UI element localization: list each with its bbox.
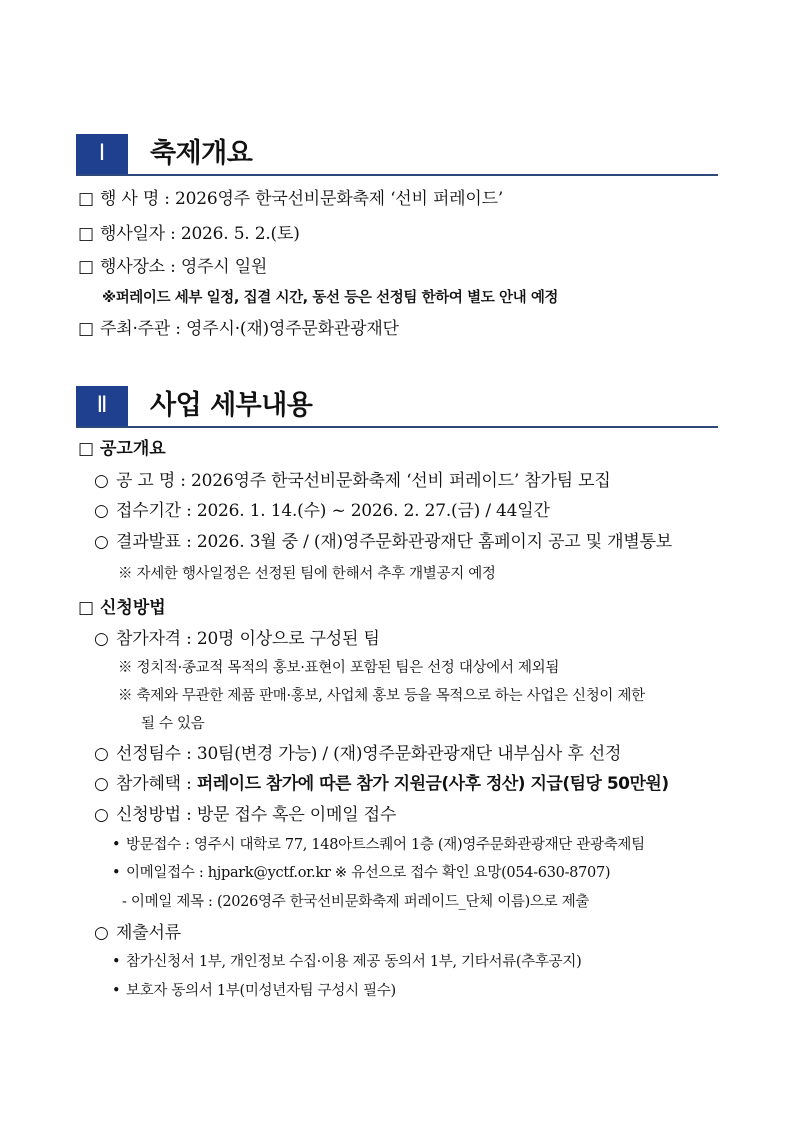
docs-line: ○ 제출서류 xyxy=(94,923,181,943)
exclusion-note: ※ 정치적·종교적 목적의 홍보·표현이 포함된 팀은 선정 대상에서 제외됨 xyxy=(118,660,560,676)
schedule-note: ※ 자세한 행사일정은 선정된 팀에 한해서 추후 개별공지 예정 xyxy=(118,566,496,582)
host-line: □ 주최·주관 : 영주시·(재)영주문화관광재단 xyxy=(78,319,399,339)
section-1-title: 축제개요 xyxy=(150,138,253,169)
section-2-title: 사업 세부내용 xyxy=(150,390,313,421)
section-2-number: Ⅱ xyxy=(76,386,128,426)
parade-schedule-note: ※퍼레이드 세부 일정, 집결 시간, 동선 등은 선정팀 한하여 별도 안내 예정 xyxy=(102,290,559,306)
selected-teams-line: ○ 선정팀수 : 30팀(변경 가능) / (재)영주문화관광재단 내부심사 후 선정 xyxy=(94,744,622,764)
email-subject-line: - 이메일 제목 : (2026영주 한국선비문화축제 퍼레이드_단체 이름)으로 제출 xyxy=(122,894,590,910)
benefit-line: ○ 참가혜택 : 퍼레이드 참가에 따른 참가 지원금(사후 정산) 지급(팀당 50만원) xyxy=(94,774,669,794)
method-line: ○ 신청방법 : 방문 접수 혹은 이메일 접수 xyxy=(94,805,397,825)
announce-name-line: ○ 공 고 명 : 2026영주 한국선비문화축제 ‘선비 퍼레이드’ 참가팀 모집 xyxy=(94,471,611,491)
doc-item: • 참가신청서 1부, 개인정보 수집·이용 제공 동의서 1부, 기타서류(추후공지) xyxy=(112,954,582,970)
result-announce-line: ○ 결과발표 : 2026. 3월 중 / (재)영주문화관광재단 홈페이지 공고 및 개별통보 xyxy=(94,532,673,552)
apply-subheading: □ 신청방법 xyxy=(78,598,166,618)
section-2-header xyxy=(76,386,718,428)
announce-subheading: □ 공고개요 xyxy=(78,439,166,459)
event-name-line: □ 행 사 명 : 2026영주 한국선비문화축제 ‘선비 퍼레이드’ xyxy=(78,189,504,209)
event-place-line: □ 행사장소 : 영주시 일원 xyxy=(78,257,268,277)
reception-period-line: ○ 접수기간 : 2026. 1. 14.(수) ~ 2026. 2. 27.(금) / 44일간 xyxy=(94,501,550,521)
benefit-detail: 퍼레이드 참가에 따른 참가 지원금(사후 정산) 지급(팀당 50만원) xyxy=(196,774,669,794)
email-line: • 이메일접수 : hjpark@yctf.or.kr ※ 유선으로 접수 확인 요망(054-630-8707) xyxy=(112,865,611,881)
visit-line: • 방문접수 : 영주시 대학로 77, 148아트스퀘어 1층 (재)영주문화관광재단 관광축제팀 xyxy=(112,837,645,853)
restriction-note-cont: 될 수 있음 xyxy=(141,716,205,732)
restriction-note: ※ 축제와 무관한 제품 판매·홍보, 사업체 홍보 등을 목적으로 하는 사업은 신청이 제한 xyxy=(118,688,645,704)
section-1-header xyxy=(76,134,718,176)
section-1-number: Ⅰ xyxy=(76,134,128,174)
doc-item: • 보호자 동의서 1부(미성년자팀 구성시 필수) xyxy=(112,983,396,999)
eligibility-line: ○ 참가자격 : 20명 이상으로 구성된 팀 xyxy=(94,629,380,649)
event-date-line: □ 행사일자 : 2026. 5. 2.(토) xyxy=(78,224,300,244)
